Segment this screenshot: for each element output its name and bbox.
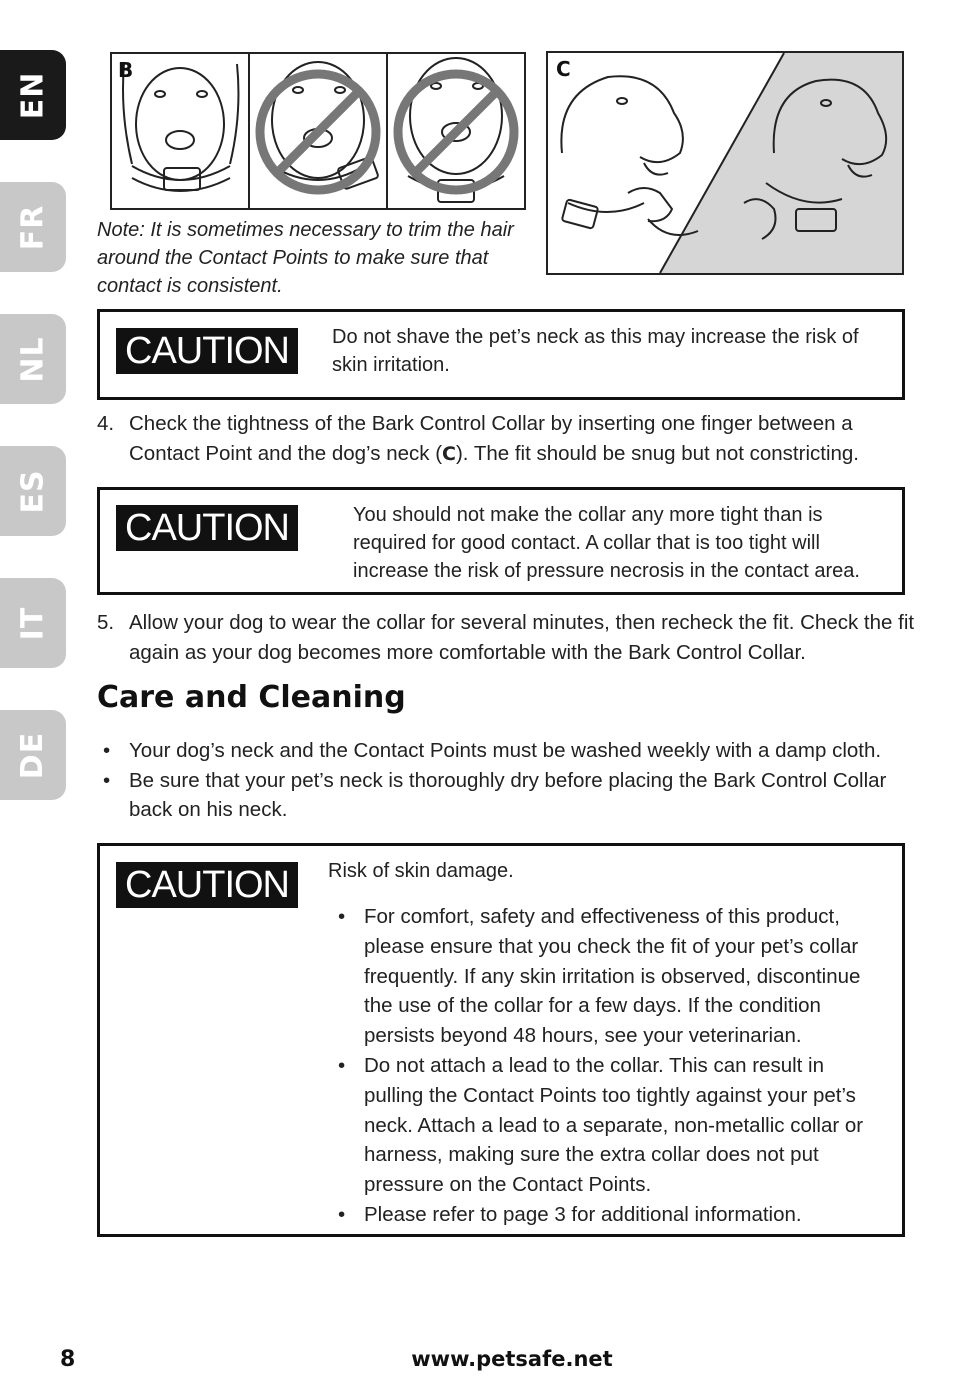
caution-label: CAUTION [116,328,298,374]
list-item: • Please refer to page 3 for additional information. [332,1200,887,1230]
caution-label: CAUTION [116,862,298,908]
step-number: 4. [97,412,115,435]
figure-c-fit-check [546,51,904,275]
step-number: 5. [97,611,115,634]
list-item: • Be sure that your pet’s neck is thoroughly dry before placing the Bark Control Collar back on his neck. [97,766,917,825]
language-tab-fr[interactable] [0,182,66,272]
language-tab-it[interactable] [0,578,66,668]
language-tab-label: ES [15,468,51,514]
fit-check-illustration [548,53,902,273]
language-tab-label: FR [15,204,51,250]
caution-box-skin-damage [97,843,905,1237]
step-text-before: Check the tightness of the Bark Control Collar by inserting one finger between a Contact Point and the dog’s neck ( [129,412,853,465]
language-tab-nl[interactable] [0,314,66,404]
figure-c-label: C [556,57,571,81]
caution-bullet-list [332,902,887,1230]
caution-intro: Risk of skin damage. [328,860,514,882]
step-text-after: ). The fit should be snug but not constricting. [455,442,859,465]
list-item: • Your dog’s neck and the Contact Points must be washed weekly with a damp cloth. [97,736,917,766]
language-tab-label: EN [15,71,51,119]
figure-b-collar-positions [110,52,526,210]
caution-text: You should not make the collar any more tight than is required for good contact. A collar that is too tight will increase the risk of pressure necrosis in the contact area. [353,504,860,582]
language-tab-es[interactable] [0,446,66,536]
language-tab-en[interactable] [0,50,66,140]
care-bullet-list [97,736,917,825]
language-tab-label: IT [15,606,51,640]
list-item: • For comfort, safety and effectiveness of this product, please ensure that you check the fit of your pet’s collar frequently. If any skin irritation is observed, discontinue the use of the collar for a few days. If the condition persists beyond 48 hours, see your veterinarian. [332,902,887,1051]
page-number: 8 [60,1347,76,1372]
list-item: • Do not attach a lead to the collar. This can result in pulling the Contact Points too tightly against your pet’s neck. Attach a lead to a separate, non-metallic collar or harness, making sure the extra collar does not put pressure on the Contact Points. [332,1051,887,1200]
language-tab-de[interactable] [0,710,66,800]
step-text: Allow your dog to wear the collar for several minutes, then recheck the fit. Check the fit again as your dog becomes more comfortable with the Bark Control Collar. [129,611,915,664]
website-url[interactable]: www.petsafe.net [411,1347,613,1371]
language-tab-label: DE [15,731,51,779]
caution-label: CAUTION [116,505,298,551]
step-5 [97,608,917,668]
step-4 [97,409,917,469]
section-heading-care-and-cleaning: Care and Cleaning [97,680,406,715]
language-tab-label: NL [15,335,51,383]
step-text [129,409,917,469]
trim-hair-note: Note: It is sometimes necessary to trim the hair around the Contact Points to make sure that contact is consistent. [97,219,514,297]
caution-text: Do not shave the pet’s neck as this may increase the risk of skin irritation. [332,326,859,376]
caution-box-shave [97,309,905,400]
figure-reference: C [442,443,456,465]
caution-box-tightness [97,487,905,595]
figure-b-label: B [118,58,134,82]
dog-collar-illustration [112,54,524,208]
